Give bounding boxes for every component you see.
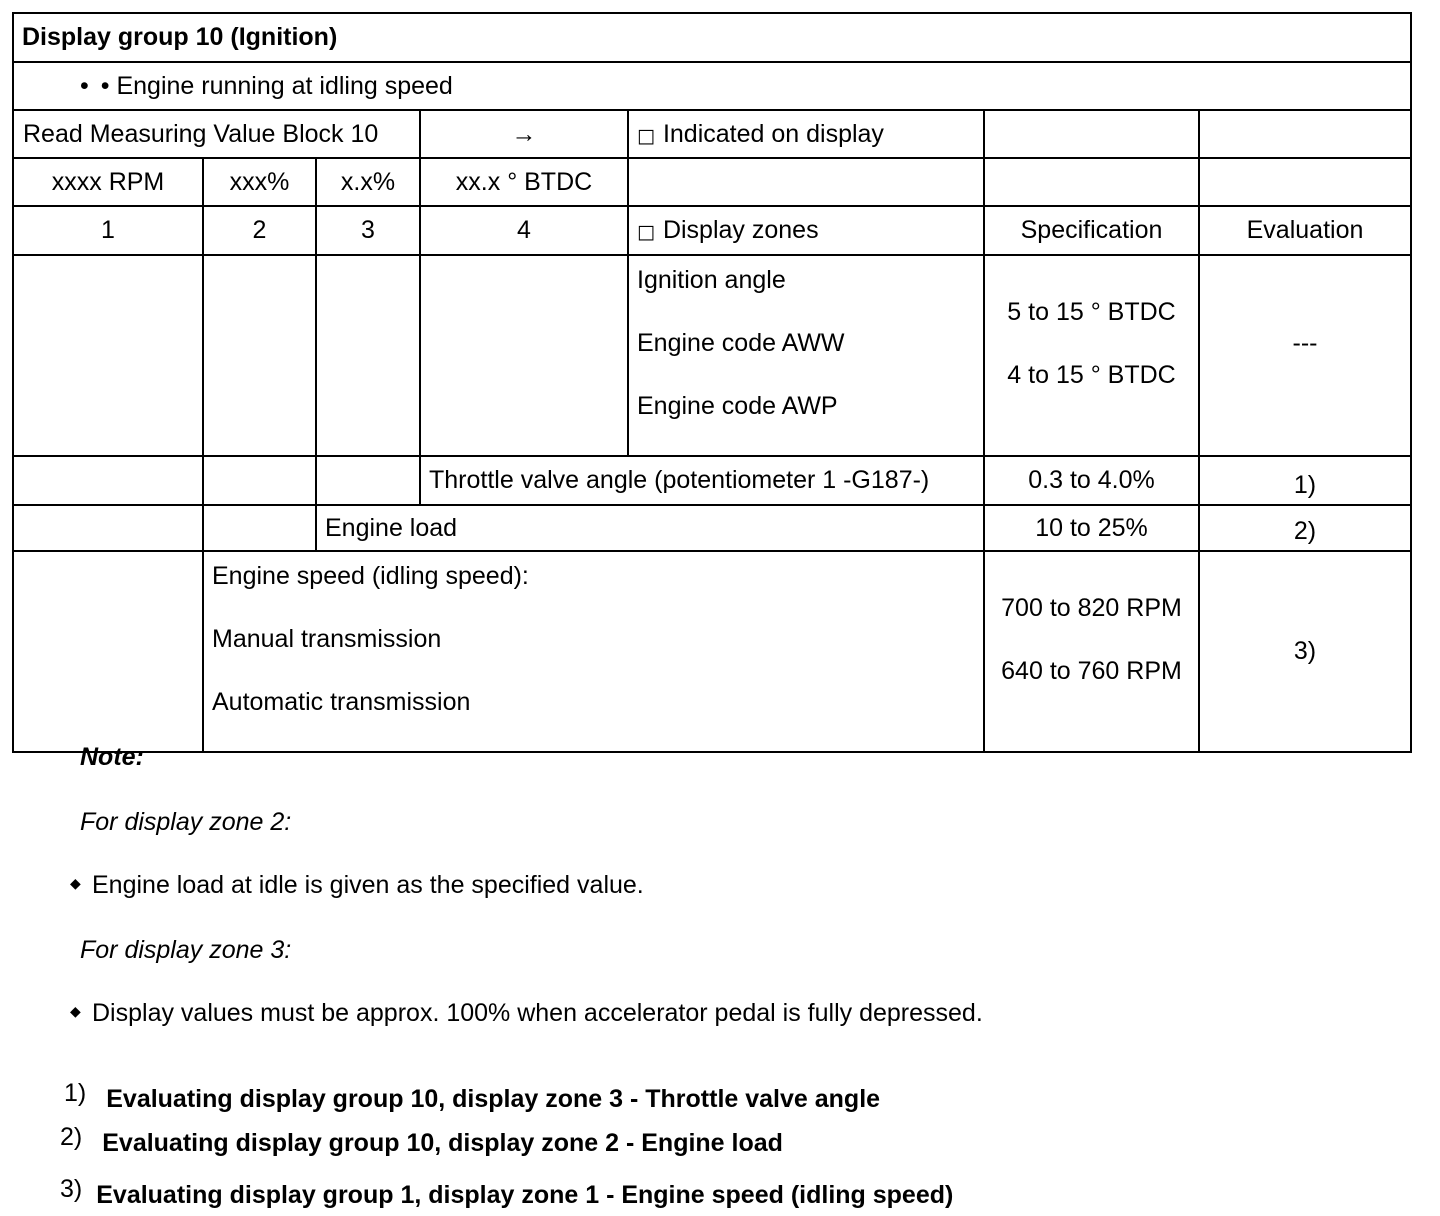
- display-value-2: xxx%: [203, 158, 316, 206]
- throttle-valve-label: Throttle valve angle (potentiometer 1 -G187-): [420, 456, 984, 505]
- empty-cell: [1199, 110, 1411, 158]
- footnote-ref-2: 2): [1293, 517, 1317, 545]
- engine-speed-evaluation: [1199, 551, 1411, 752]
- diamond-bullet-icon: ◆: [70, 876, 81, 892]
- engine-load-label: Engine load: [316, 505, 984, 551]
- evaluation-head: Evaluation: [1199, 206, 1411, 255]
- empty-cell: [316, 456, 420, 505]
- read-block-label: Read Measuring Value Block 10: [13, 110, 420, 158]
- display-zones-label: Display zones: [662, 216, 819, 244]
- empty-cell: [13, 551, 203, 752]
- arrow-icon: →: [420, 110, 628, 158]
- test-condition: [13, 62, 1411, 110]
- footnote-text: Evaluating display group 10, display zone 2 - Engine load: [102, 1129, 783, 1157]
- footnote-2: [60, 1123, 783, 1158]
- display-value-4: xx.x ° BTDC: [420, 158, 628, 206]
- footnote-number: 1): [64, 1079, 87, 1107]
- display-value-3: x.x%: [316, 158, 420, 206]
- footnote-text: Evaluating display group 10, display zone 3 - Throttle valve angle: [106, 1085, 881, 1113]
- zone3-heading: For display zone 3:: [80, 936, 292, 964]
- automatic-transmission-label: Automatic transmission: [212, 688, 471, 716]
- engine-speed-label: Engine speed (idling speed):: [212, 562, 529, 590]
- ignition-angle-label: Ignition angle: [637, 266, 786, 294]
- empty-cell: [984, 110, 1199, 158]
- engine-load-spec: 10 to 25%: [984, 505, 1199, 551]
- zone-number-3: 3: [316, 206, 420, 255]
- engine-speed-spec-1: 700 to 820 RPM: [1001, 593, 1182, 622]
- diamond-bullet-icon: ◆: [70, 1004, 81, 1020]
- zone3-bullet: [70, 999, 983, 1028]
- measuring-value-table: [12, 12, 1412, 753]
- zone2-bullet: [70, 871, 644, 900]
- empty-cell: [984, 158, 1199, 206]
- throttle-valve-evaluation: [1199, 456, 1411, 505]
- empty-cell: [1199, 158, 1411, 206]
- engine-speed-specs: [984, 551, 1199, 752]
- engine-speed-spec-2: 640 to 760 RPM: [1001, 656, 1182, 685]
- zone-number-4: 4: [420, 206, 628, 255]
- square-icon: □: [637, 124, 655, 147]
- engine-code-awp-label: Engine code AWP: [637, 392, 838, 420]
- footnote-ref-1: 1): [1293, 471, 1317, 499]
- ignition-labels: [628, 255, 984, 456]
- empty-cell: [203, 255, 316, 456]
- empty-cell: [13, 255, 203, 456]
- footnote-text: Evaluating display group 1, display zone 1 - Engine speed (idling speed): [96, 1181, 954, 1209]
- footnote-number: 2): [60, 1123, 83, 1151]
- empty-cell: [420, 255, 628, 456]
- zone-number-2: 2: [203, 206, 316, 255]
- empty-cell: [203, 456, 316, 505]
- ignition-evaluation: [1199, 255, 1411, 456]
- footnote-ref-3: 3): [1293, 637, 1317, 665]
- display-zones-head: [628, 206, 984, 255]
- engine-speed-labels: [203, 551, 984, 752]
- empty-cell: [203, 505, 316, 551]
- zone3-text: Display values must be approx. 100% when accelerator pedal is fully depressed.: [92, 999, 983, 1027]
- ignition-specs: [984, 255, 1199, 456]
- specification-head: Specification: [984, 206, 1199, 255]
- indicated-label: Indicated on display: [662, 119, 884, 148]
- ignition-evaluation-value: ---: [1292, 329, 1318, 357]
- empty-cell: [316, 255, 420, 456]
- note-title: Note:: [80, 743, 144, 771]
- zone2-text: Engine load at idle is given as the specified value.: [92, 871, 644, 899]
- ignition-spec-2: 4 to 15 ° BTDC: [1007, 360, 1176, 389]
- footnote-3: [60, 1175, 953, 1210]
- condition-bullet: •: [80, 71, 89, 100]
- condition-text: • Engine running at idling speed: [100, 71, 453, 100]
- manual-transmission-label: Manual transmission: [212, 625, 442, 653]
- empty-cell: [13, 505, 203, 551]
- table-title: Display group 10 (Ignition): [13, 13, 1411, 62]
- zone-number-1: 1: [13, 206, 203, 255]
- footnote-1: [64, 1079, 880, 1114]
- throttle-valve-spec: 0.3 to 4.0%: [984, 456, 1199, 505]
- ignition-spec-1: 5 to 15 ° BTDC: [1007, 297, 1176, 326]
- engine-load-evaluation: [1199, 505, 1411, 551]
- square-icon: □: [637, 221, 655, 243]
- display-value-1: xxxx RPM: [13, 158, 203, 206]
- indicated-on-display: [628, 110, 984, 158]
- zone2-heading: For display zone 2:: [80, 808, 292, 836]
- footnote-number: 3): [60, 1175, 83, 1203]
- engine-code-aww-label: Engine code AWW: [637, 329, 845, 357]
- empty-cell: [628, 158, 984, 206]
- empty-cell: [13, 456, 203, 505]
